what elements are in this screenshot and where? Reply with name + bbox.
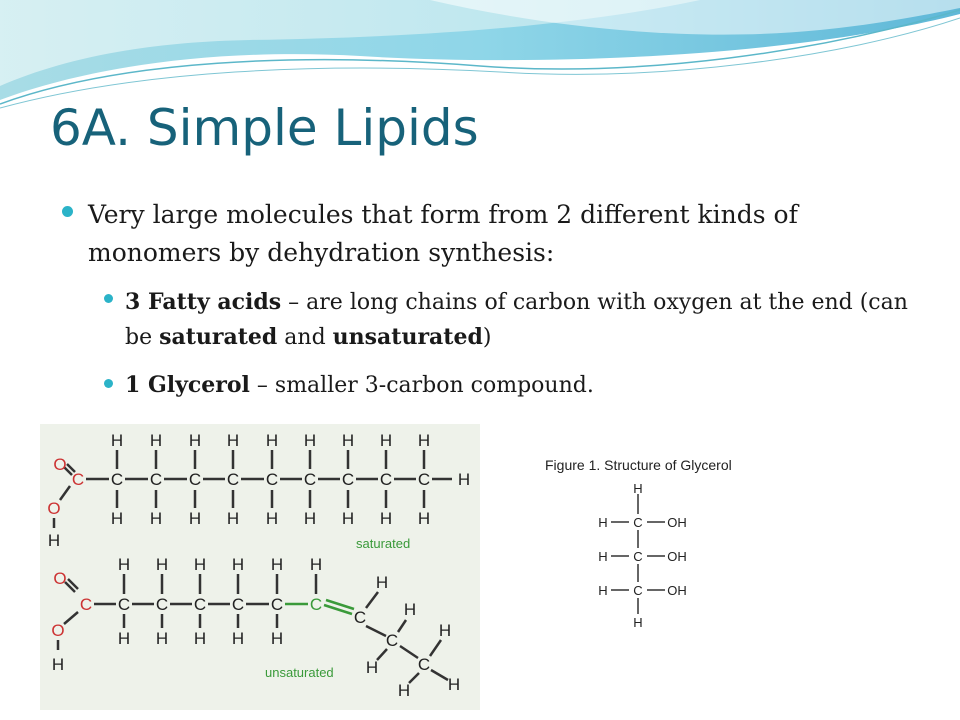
hydrogen-atom: H bbox=[438, 621, 452, 640]
carbon-atom: C bbox=[155, 595, 169, 614]
hydrogen-atom: H bbox=[447, 675, 461, 694]
carbon-atom: C bbox=[353, 608, 367, 627]
bond-line bbox=[409, 673, 419, 683]
hydrogen-atom: H bbox=[379, 509, 393, 528]
bond-line bbox=[366, 592, 378, 608]
bond-line bbox=[377, 649, 387, 660]
glycerol-hydroxyl-group: OH bbox=[667, 583, 687, 598]
hydrogen-atom: H bbox=[270, 629, 284, 648]
carbon-atom: C bbox=[265, 470, 279, 489]
glycerol-hydrogen-atom: H bbox=[633, 481, 643, 496]
oxygen-atom: O bbox=[47, 499, 61, 518]
carbon-atom: C bbox=[188, 470, 202, 489]
unsaturated-label: unsaturated bbox=[265, 665, 334, 680]
bond-line bbox=[64, 612, 78, 624]
glycerol-diagram bbox=[543, 452, 786, 632]
hydrogen-atom: H bbox=[193, 629, 207, 648]
hydrogen-atom: H bbox=[188, 431, 202, 450]
oxygen-atom: O bbox=[53, 569, 67, 588]
hydrogen-atom: H bbox=[110, 509, 124, 528]
hydrogen-atom: H bbox=[226, 509, 240, 528]
hydrogen-atom: H bbox=[149, 431, 163, 450]
hydrogen-atom: H bbox=[365, 658, 379, 677]
hydrogen-atom: H bbox=[155, 555, 169, 574]
hydrogen-atom: H bbox=[375, 573, 389, 592]
carbon-atom: C bbox=[149, 470, 163, 489]
glycerol-structure-figure bbox=[543, 452, 786, 632]
glycerol-hydroxyl-group: OH bbox=[667, 515, 687, 530]
closing-paren: ) bbox=[482, 325, 492, 350]
carbon-atom: C bbox=[417, 655, 431, 674]
carbon-atom: C bbox=[226, 470, 240, 489]
hydrogen-atom: H bbox=[231, 629, 245, 648]
fatty-acid-diagram bbox=[40, 424, 480, 710]
hydrogen-atom: H bbox=[47, 531, 61, 550]
carbon-atom: C bbox=[270, 595, 284, 614]
hydrogen-atom: H bbox=[303, 431, 317, 450]
oxygen-atom: O bbox=[51, 621, 65, 640]
hydrogen-atom: H bbox=[417, 431, 431, 450]
carbon-atom: C bbox=[117, 595, 131, 614]
hydrogen-atom: H bbox=[265, 509, 279, 528]
carbon-atom: C bbox=[231, 595, 245, 614]
glycerol-hydrogen-atom: H bbox=[633, 615, 643, 630]
hydrogen-atom: H bbox=[265, 431, 279, 450]
bullet-fatty-acids bbox=[125, 285, 915, 355]
hydrogen-atom: H bbox=[231, 555, 245, 574]
glycerol-hydrogen-atom: H bbox=[598, 515, 608, 530]
hydrogen-atom: H bbox=[303, 509, 317, 528]
unsaturated-term: unsaturated bbox=[332, 324, 483, 350]
hydrogen-atom: H bbox=[110, 431, 124, 450]
carbon-atom: C bbox=[110, 470, 124, 489]
carbon-atom: C bbox=[79, 595, 93, 614]
hydrogen-atom: H bbox=[193, 555, 207, 574]
bullet-dot bbox=[104, 379, 113, 388]
glycerol-carbon-atom: C bbox=[633, 549, 643, 564]
hydrogen-atom: H bbox=[117, 555, 131, 574]
bond-line bbox=[366, 626, 386, 636]
fatty-acids-desc: – are long chains of carbon with oxygen at the end (can be bbox=[125, 290, 908, 350]
saturated-term: saturated bbox=[159, 324, 278, 350]
fatty-acids-term: 3 Fatty acids bbox=[125, 289, 282, 315]
bond-line bbox=[400, 646, 418, 658]
hydrogen-atom: H bbox=[397, 681, 411, 700]
hydrogen-atom: H bbox=[341, 509, 355, 528]
hydrogen-atom: H bbox=[149, 509, 163, 528]
hydrogen-atom: H bbox=[51, 655, 65, 674]
hydrogen-atom: H bbox=[417, 509, 431, 528]
glycerol-hydrogen-atom: H bbox=[598, 549, 608, 564]
hydrogen-atom: H bbox=[117, 629, 131, 648]
bullet-dot bbox=[62, 206, 73, 217]
conjunction-text: and bbox=[277, 325, 333, 350]
glycerol-carbon-atom: C bbox=[633, 515, 643, 530]
carbon-atom: C bbox=[385, 631, 399, 650]
carbon-atom: C bbox=[303, 470, 317, 489]
bullet-monomers: Very large molecules that form from 2 different kinds of monomers by dehydration synthesis: bbox=[88, 200, 798, 267]
glycerol-caption: Figure 1. Structure of Glycerol bbox=[545, 457, 732, 473]
hydrogen-atom: H bbox=[270, 555, 284, 574]
hydrogen-atom: H bbox=[341, 431, 355, 450]
oxygen-atom: O bbox=[53, 455, 67, 474]
glycerol-hydroxyl-group: OH bbox=[667, 549, 687, 564]
hydrogen-atom: H bbox=[379, 431, 393, 450]
atom-labels bbox=[47, 431, 470, 700]
saturated-label: saturated bbox=[356, 536, 411, 551]
hydrogen-atom: H bbox=[457, 470, 471, 489]
bond-line bbox=[60, 486, 70, 500]
bullet-dot bbox=[104, 294, 113, 303]
glycerol-desc: – smaller 3-carbon compound. bbox=[249, 373, 594, 398]
hydrogen-atom: H bbox=[188, 509, 202, 528]
bond-line bbox=[431, 670, 448, 680]
glycerol-carbon-atom: C bbox=[633, 583, 643, 598]
page-title: 6A. Simple Lipids bbox=[50, 99, 479, 157]
fatty-acid-structure-figure bbox=[40, 424, 480, 710]
hydrogen-atom: H bbox=[309, 555, 323, 574]
bullet-glycerol bbox=[125, 368, 915, 403]
hydrogen-atom: H bbox=[403, 600, 417, 619]
glycerol-term: 1 Glycerol bbox=[125, 372, 250, 398]
carbon-atom: C bbox=[71, 470, 85, 489]
carbon-atom: C bbox=[379, 470, 393, 489]
hydrogen-atom: H bbox=[155, 629, 169, 648]
carbon-atom: C bbox=[417, 470, 431, 489]
bond-line bbox=[430, 640, 441, 656]
glycerol-hydrogen-atom: H bbox=[598, 583, 608, 598]
carbon-atom: C bbox=[309, 595, 323, 614]
carbon-atom: C bbox=[341, 470, 355, 489]
bond-line bbox=[398, 620, 406, 632]
carbon-atom: C bbox=[193, 595, 207, 614]
hydrogen-atom: H bbox=[226, 431, 240, 450]
